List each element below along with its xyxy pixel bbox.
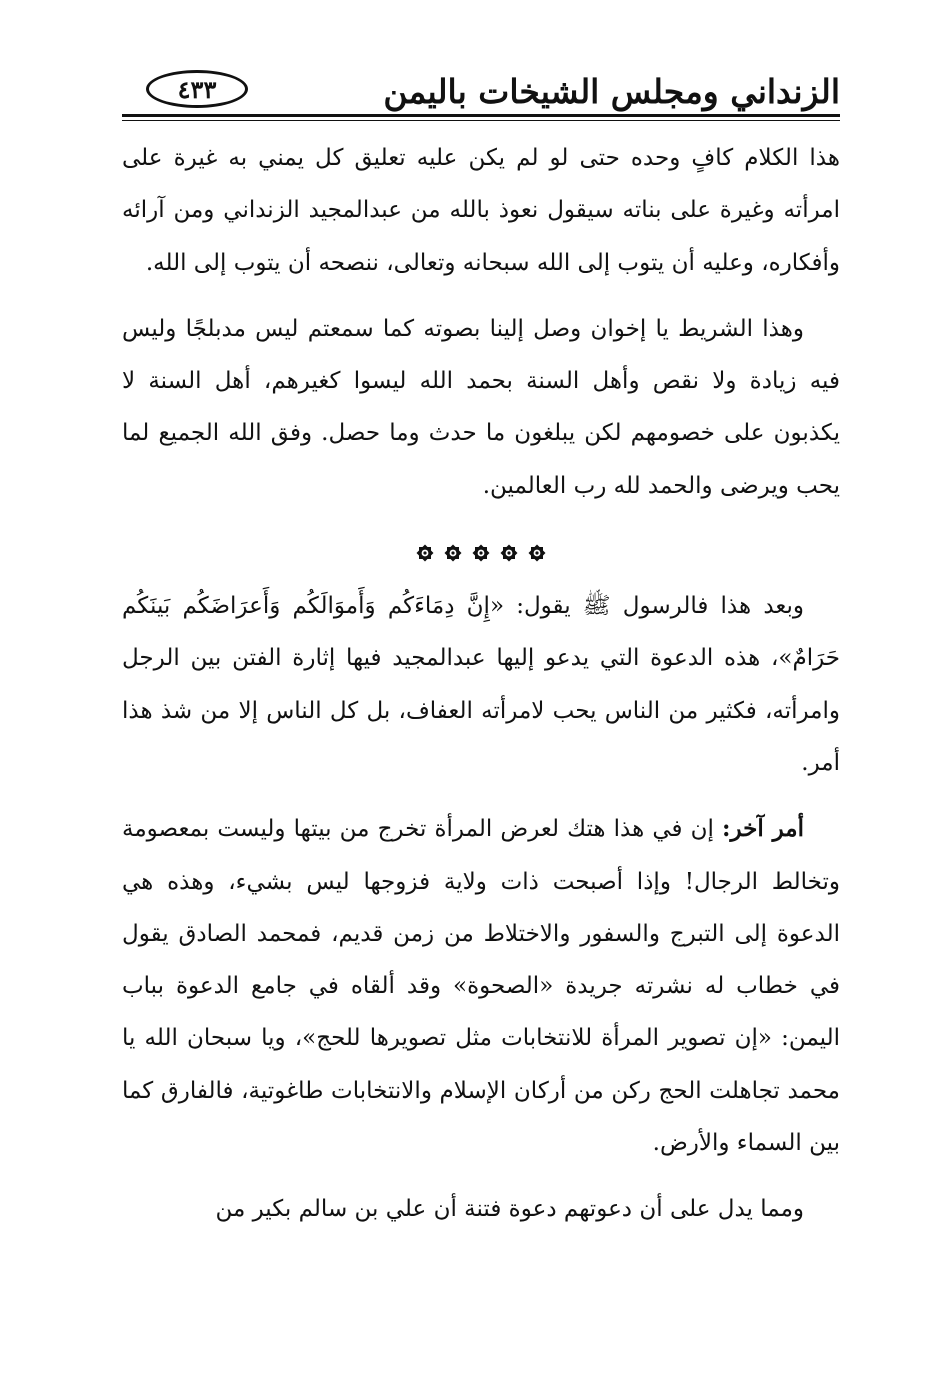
paragraph: هذا الكلام كافٍ وحده حتى لو لم يكن عليه تعليق كل يمني به غيرة على امرأته وغيرة على بناته سيقول نعوذ بالله من عبدالمجيد الزنداني ومن آرائه وأفكاره، وعليه أن يتوب إلى الله سبحانه وتعالى، ننصحه أن يتوب إلى الله. (122, 145, 840, 276)
star-ornament-icon (470, 542, 492, 564)
paragraph: ومما يدل على أن دعوتهم دعوة فتنة أن علي بن سالم بكير من (215, 1196, 804, 1223)
page-number-badge (146, 70, 248, 108)
page-number: ٤٣٣ (177, 74, 217, 104)
star-ornament-icon (498, 542, 520, 564)
page-header (122, 64, 840, 120)
section-divider-ornaments (122, 526, 840, 578)
paragraph (122, 803, 840, 1169)
header-rule-thick (122, 114, 840, 117)
paragraph: وهذا الشريط يا إخوان وصل إلينا بصوته كما سمعتم ليس مدبلجًا وليس فيه زيادة ولا نقص وأهل السنة بحمد الله ليسوا كغيرهم، أهل السنة لا يكذبون على خصومهم لكن يبلغون ما حدث وما حصل. وفق الله الجميع لما يحب ويرضى والحمد لله رب العالمين. (122, 315, 840, 499)
star-ornament-icon (414, 542, 436, 564)
star-ornament-icon (526, 542, 548, 564)
paragraph-body: إن في هذا هتك لعرض المرأة تخرج من بيتها وليست بمعصومة وتخالط الرجال! وإذا أصبحت ذات ولاية فزوجها ليس بشيء، وهذه هي الدعوة إلى التبرج والسفور والاختلاط من زمن قديم، فمحمد الصادق يقول في خطاب له نشرته جريدة «الصحوة» وقد ألقاه في جامع الدعوة بباب اليمن: «إن تصوير المرأة للانتخابات مثل تصويرها للحج»، ويا سبحان الله يا محمد تجاهلت الحج ركن من أركان الإسلام والانتخابات طاغوتية، فالفارق كما بين السماء والأرض. (122, 816, 840, 1157)
body-text (122, 132, 840, 1250)
header-rule-thin (122, 120, 840, 121)
paragraph: وبعد هذا فالرسول ﷺ يقول: «إِنَّ دِمَاءَكُم وَأَموَالَكُم وَأَعرَاضَكُم بَينَكُم حَرَامٌ»، هذه الدعوة التي يدعو إليها عبدالمجيد فيها إثارة الفتن بين الرجل وامرأته، فكثير من الناس يحب لامرأته العفاف، بل كل الناس إلا من شذ هذا أمر. (122, 593, 840, 776)
paragraph-lead: أمر آخر: (722, 815, 804, 843)
star-ornament-icon (442, 542, 464, 564)
running-title: الزنداني ومجلس الشيخات باليمن (383, 72, 840, 111)
